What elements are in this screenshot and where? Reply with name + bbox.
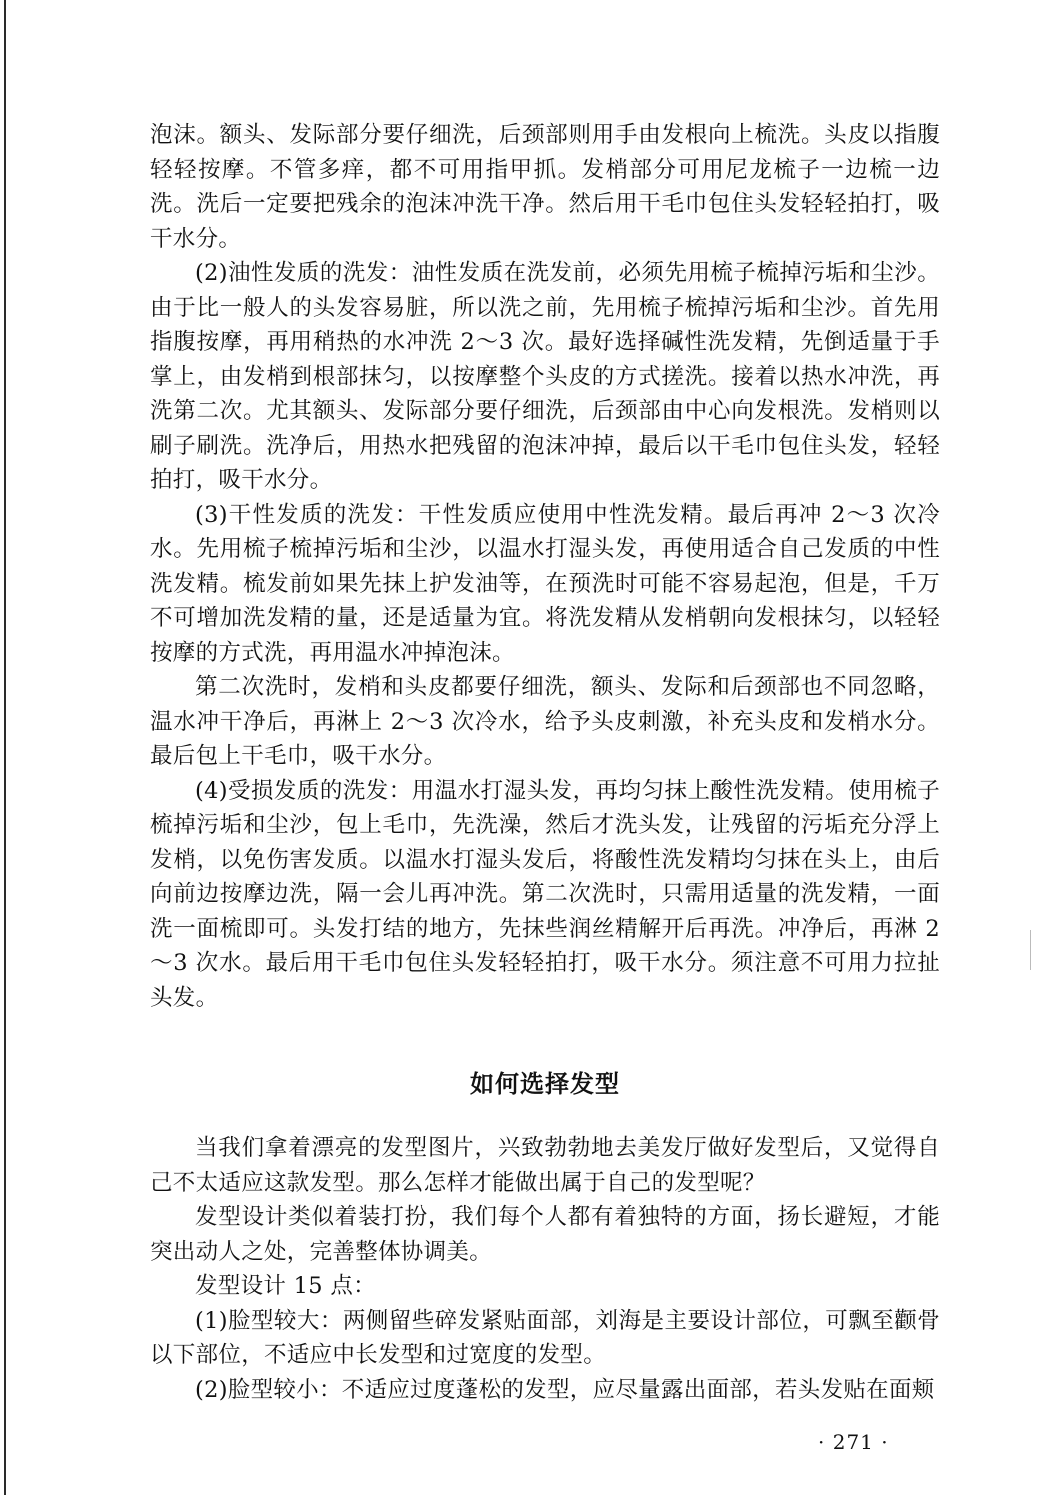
paragraph-design-principle: 发型设计类似着装打扮，我们每个人都有着独特的方面，扬长避短，才能突出动人之处，完善整体协调美。 — [150, 1204, 940, 1265]
paragraph-oily-hair: (2)油性发质的洗发：油性发质在洗发前，必须先用梳子梳掉污垢和尘沙。由于比一般人的头发容易脏，所以洗之前，先用梳子梳掉污垢和尘沙。首先用指腹按摩，再用稍热的水冲洗 2～3 次。最好选择碱性洗发精，先倒适量于手掌上，由发梢到根部抹匀，以按摩整个头皮的方式搓洗。接着以热水冲洗，再洗第二次。尤其额头、发际部分要仔细洗，后颈部由中心向发根洗。发梢则以刷子刷洗。洗净后，用热水把残留的泡沫冲掉，最后以干毛巾包住头发，轻轻拍打，吸干水分。 — [150, 260, 940, 493]
page-number: · 271 · — [818, 1430, 889, 1454]
paragraph-dry-hair: (3)干性发质的洗发：干性发质应使用中性洗发精。最后再冲 2～3 次冷水。先用梳子梳掉污垢和尘沙，以温水打湿头发，再使用适合自己发质的中性洗发精。梳发前如果先抹上护发油等，在预洗时可能不容易起泡，但是，千万不可增加洗发精的量，还是适量为宜。将洗发精从发梢朝向发根抹匀，以轻轻按摩的方式洗，再用温水冲掉泡沫。 — [150, 501, 940, 666]
paragraph-continuation: 泡沫。额头、发际部分要仔细洗，后颈部则用手由发根向上梳洗。头皮以指腹轻轻按摩。不管多痒，都不可用指甲抓。发梢部分可用尼龙梳子一边梳一边洗。洗后一定要把残余的泡沫冲洗干净。然后用干毛巾包住头发轻轻拍打，吸干水分。 — [150, 122, 940, 252]
paragraph-second-wash: 第二次洗时，发梢和头皮都要仔细洗，额头、发际和后颈部也不同忽略，温水冲干净后，再淋上 2～3 次冷水，给予头皮刺激，补充头皮和发梢水分。最后包上干毛巾，吸干水分。 — [150, 674, 940, 769]
paragraph-damaged-hair: (4)受损发质的洗发：用温水打湿头发，再均匀抹上酸性洗发精。使用梳子梳掉污垢和尘沙，包上毛巾，先洗澡，然后才洗头发，让残留的污垢充分浮上发梢，以免伤害发质。以温水打湿头发后，将酸性洗发精均匀抹在头上，由后向前边按摩边洗，隔一会儿再冲洗。第二次洗时，只需用适量的洗发精，一面洗一面梳即可。头发打结的地方，先抹些润丝精解开后再洗。冲净后，再淋 2～3 次水。最后用干毛巾包住头发轻轻拍打，吸干水分。须注意不可用力拉扯头发。 — [150, 777, 940, 1011]
page-edge-rule — [4, 0, 6, 1495]
paragraph-intro: 当我们拿着漂亮的发型图片，兴致勃勃地去美发厅做好发型后，又觉得自己不太适应这款发型。那么怎样才能做出属于自己的发型呢？ — [150, 1135, 940, 1196]
paragraph-large-face: (1)脸型较大：两侧留些碎发紧贴面部，刘海是主要设计部位，可飘至颧骨以下部位，不适应中长发型和过宽度的发型。 — [150, 1307, 940, 1368]
paragraph-design-points-heading: 发型设计 15 点： — [195, 1273, 376, 1299]
margin-mark — [1030, 930, 1031, 970]
page-body — [150, 118, 940, 1407]
paragraph-small-face: (2)脸型较小：不适应过度蓬松的发型，应尽量露出面部，若头发贴在面颊 — [195, 1376, 935, 1403]
section-title: 如何选择发型 — [470, 1070, 620, 1098]
